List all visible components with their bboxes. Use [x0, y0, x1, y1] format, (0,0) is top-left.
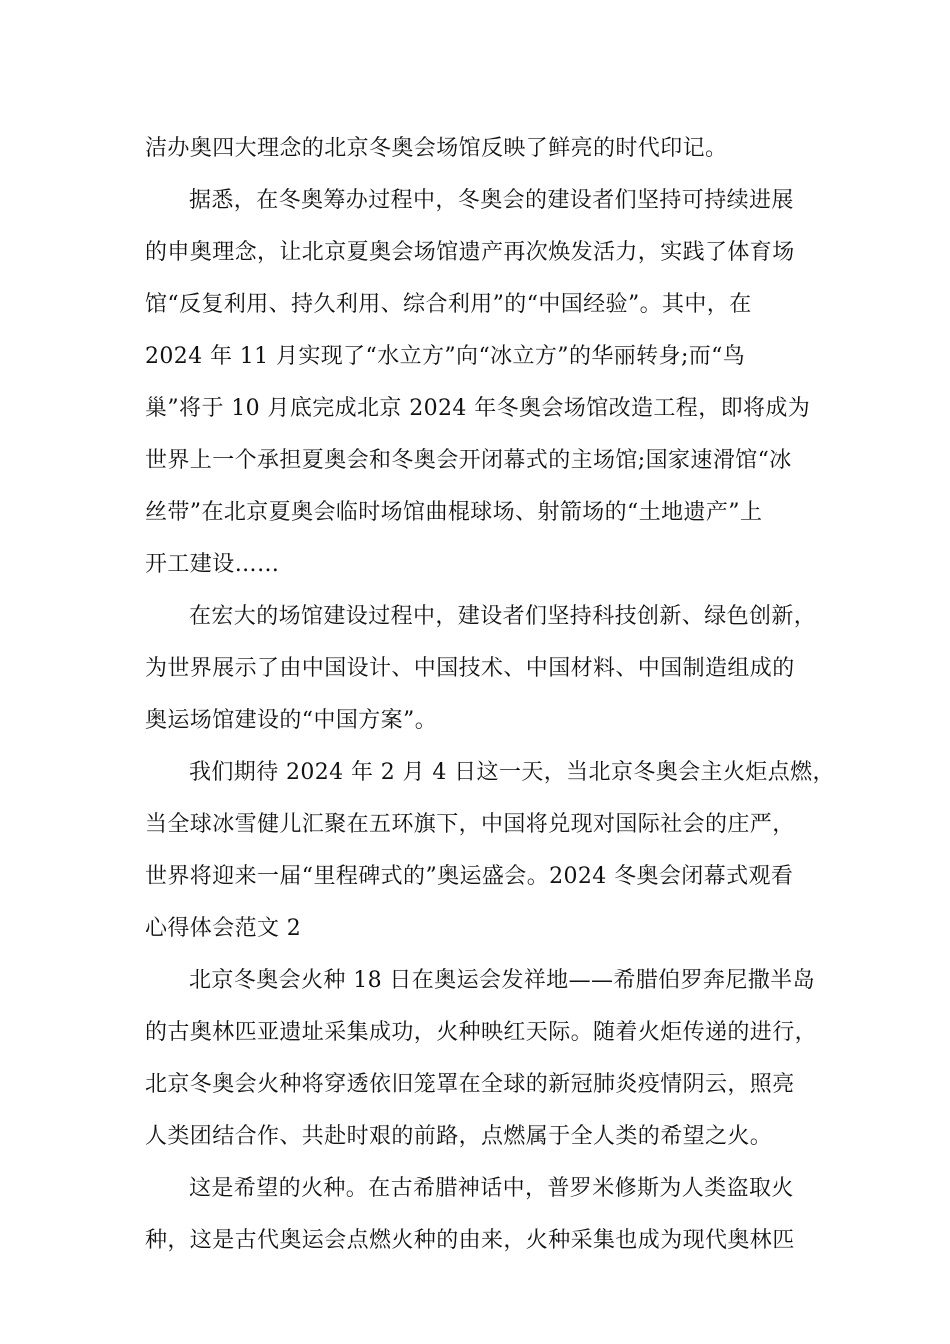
text-line-14: 当全球冰雪健儿汇聚在五环旗下，中国将兑现对国际社会的庄严，: [145, 812, 795, 837]
text-line-20: 人类团结合作、共赴时艰的前路，点燃属于全人类的希望之火。: [145, 1124, 773, 1149]
text-line-18: 的古奥林匹亚遗址采集成功，火种映红天际。随着火炬传递的进行，: [145, 1020, 818, 1045]
paragraph-start-line-13: 我们期待 2024 年 2 月 4 日这一天，当北京冬奥会主火炬点燃，: [189, 760, 835, 785]
text-line-5: 2024 年 11 月实现了“水立方”向“冰立方”的华丽转身;而“鸟: [145, 344, 746, 369]
paragraph-start-line-10: 在宏大的场馆建设过程中，建设者们坚持科技创新、绿色创新，: [189, 604, 817, 629]
text-line-16: 心得体会范文 2: [145, 916, 302, 941]
text-line-19: 北京冬奥会火种将穿透依旧笼罩在全球的新冠肺炎疫情阴云，照亮: [145, 1072, 795, 1097]
text-line-15: 世界将迎来一届“里程碑式的”奥运盛会。2024 冬奥会闭幕式观看: [145, 864, 794, 889]
text-line-4: 馆“反复利用、持久利用、综合利用”的“中国经验”。其中，在: [145, 292, 752, 317]
text-line-8: 丝带”在北京夏奥会临时场馆曲棍球场、射箭场的“土地遗产”上: [145, 500, 763, 525]
text-line-3: 的申奥理念，让北京夏奥会场馆遗产再次焕发活力，实践了体育场: [145, 240, 795, 265]
text-line-12: 奥运场馆建设的“中国方案”。: [145, 708, 438, 733]
text-line-6: 巢”将于 10 月底完成北京 2024 年冬奥会场馆改造工程，即将成为: [145, 396, 811, 421]
paragraph-start-line-2: 据悉，在冬奥筹办过程中，冬奥会的建设者们坚持可持续进展: [189, 188, 794, 213]
text-line-7: 世界上一个承担夏奥会和冬奥会开闭幕式的主场馆;国家速滑馆“冰: [145, 448, 792, 473]
text-line-11: 为世界展示了由中国设计、中国技术、中国材料、中国制造组成的: [145, 656, 795, 681]
text-line-22: 种，这是古代奥运会点燃火种的由来，火种采集也成为现代奥林匹: [145, 1228, 795, 1253]
text-line-1: 洁办奥四大理念的北京冬奥会场馆反映了鲜亮的时代印记。: [145, 136, 728, 161]
text-line-9: 开工建设……: [145, 552, 280, 577]
paragraph-start-line-21: 这是希望的火种。在古希腊神话中，普罗米修斯为人类盗取火: [189, 1176, 794, 1201]
paragraph-start-line-17: 北京冬奥会火种 18 日在奥运会发祥地——希腊伯罗奔尼撒半岛: [189, 968, 815, 993]
